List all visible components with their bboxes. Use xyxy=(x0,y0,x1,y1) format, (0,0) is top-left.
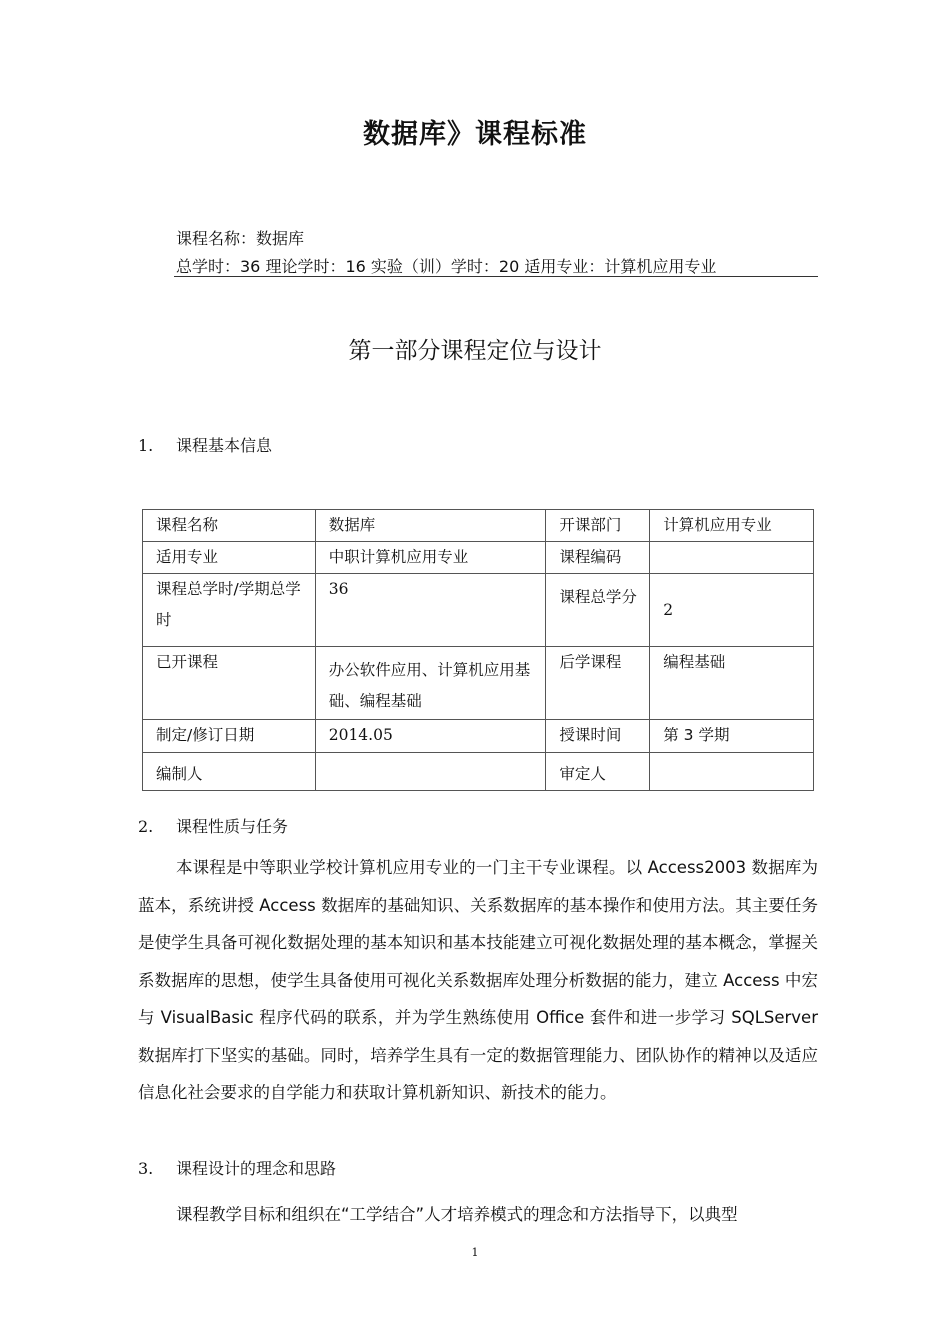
table-cell: 2 xyxy=(650,574,814,647)
course-info-table xyxy=(142,509,814,791)
section-number: 2. xyxy=(138,817,154,836)
table-row xyxy=(143,542,814,574)
table-row xyxy=(143,720,814,753)
course-name-line: 课程名称：数据库 xyxy=(176,229,305,248)
table-cell xyxy=(650,542,814,574)
table-cell: 编制人 xyxy=(143,753,316,791)
table-cell: 2014.05 xyxy=(315,720,546,753)
section-heading-3 xyxy=(138,1156,336,1179)
table-cell: 授课时间 xyxy=(546,720,650,753)
course-nature-paragraph: 本课程是中等职业学校计算机应用专业的一门主干专业课程。以 Access2003 数据库为蓝本，系统讲授 Access 数据库的基础知识、关系数据库的基本操作和使用方法。其主要任务是使学生具备可视化数据处理的基本知识和基本技能建立可视化数据处理的基本概念，掌握关系数据库的思想，使学生具备使用可视化关系数据库处理分析数据的能力，建立 Access 中宏与 VisualBasic 程序代码的联系，并为学生熟练使用 Office 套件和进一步学习 SQLServer 数据库打下坚实的基础。同时，培养学生具有一定的数据管理能力、团队协作的精神以及适应信息化社会要求的自学能力和获取计算机新知识、新技术的能力。 xyxy=(138,858,818,1102)
document-title: 数据库》课程标准 xyxy=(363,119,587,150)
table-row xyxy=(143,647,814,720)
table-cell: 第 3 学期 xyxy=(650,720,814,753)
table-cell: 制定/修订日期 xyxy=(143,720,316,753)
section-number: 3. xyxy=(138,1159,154,1178)
table-cell: 计算机应用专业 xyxy=(650,510,814,542)
section-heading-2 xyxy=(138,814,288,837)
table-cell: 后学课程 xyxy=(546,647,650,720)
section-title: 课程设计的理念和思路 xyxy=(176,1159,337,1178)
table-row xyxy=(143,510,814,542)
table-cell: 中职计算机应用专业 xyxy=(315,542,546,574)
hours-line: 总学时：36 理论学时：16 实验（训）学时：20 适用专业：计算机应用专业 xyxy=(176,257,717,276)
table-cell: 办公软件应用、计算机应用基础、编程基础 xyxy=(315,647,546,720)
design-concept-paragraph: 课程教学目标和组织在“工学结合”人才培养模式的理念和方法指导下，以典型 xyxy=(176,1205,738,1224)
table-cell: 审定人 xyxy=(546,753,650,791)
section-number: 1. xyxy=(138,436,154,455)
table-row xyxy=(143,574,814,647)
section-title: 课程性质与任务 xyxy=(176,817,289,836)
table-cell: 开课部门 xyxy=(546,510,650,542)
table-cell: 课程名称 xyxy=(143,510,316,542)
table-cell: 数据库 xyxy=(315,510,546,542)
page-number: 1 xyxy=(471,1246,479,1259)
table-cell: 已开课程 xyxy=(143,647,316,720)
table-cell: 36 xyxy=(315,574,546,647)
table-cell: 编程基础 xyxy=(650,647,814,720)
section-title: 课程基本信息 xyxy=(176,436,273,455)
table-cell: 课程总学时/学期总学时 xyxy=(143,574,316,647)
table-cell: 课程编码 xyxy=(546,542,650,574)
table-cell xyxy=(315,753,546,791)
header-divider xyxy=(174,276,818,277)
part-heading: 第一部分课程定位与设计 xyxy=(348,338,602,364)
table-row xyxy=(143,753,814,791)
section-heading-1 xyxy=(138,433,272,456)
table-cell: 适用专业 xyxy=(143,542,316,574)
table-cell: 课程总学分 xyxy=(546,574,650,647)
table-cell xyxy=(650,753,814,791)
